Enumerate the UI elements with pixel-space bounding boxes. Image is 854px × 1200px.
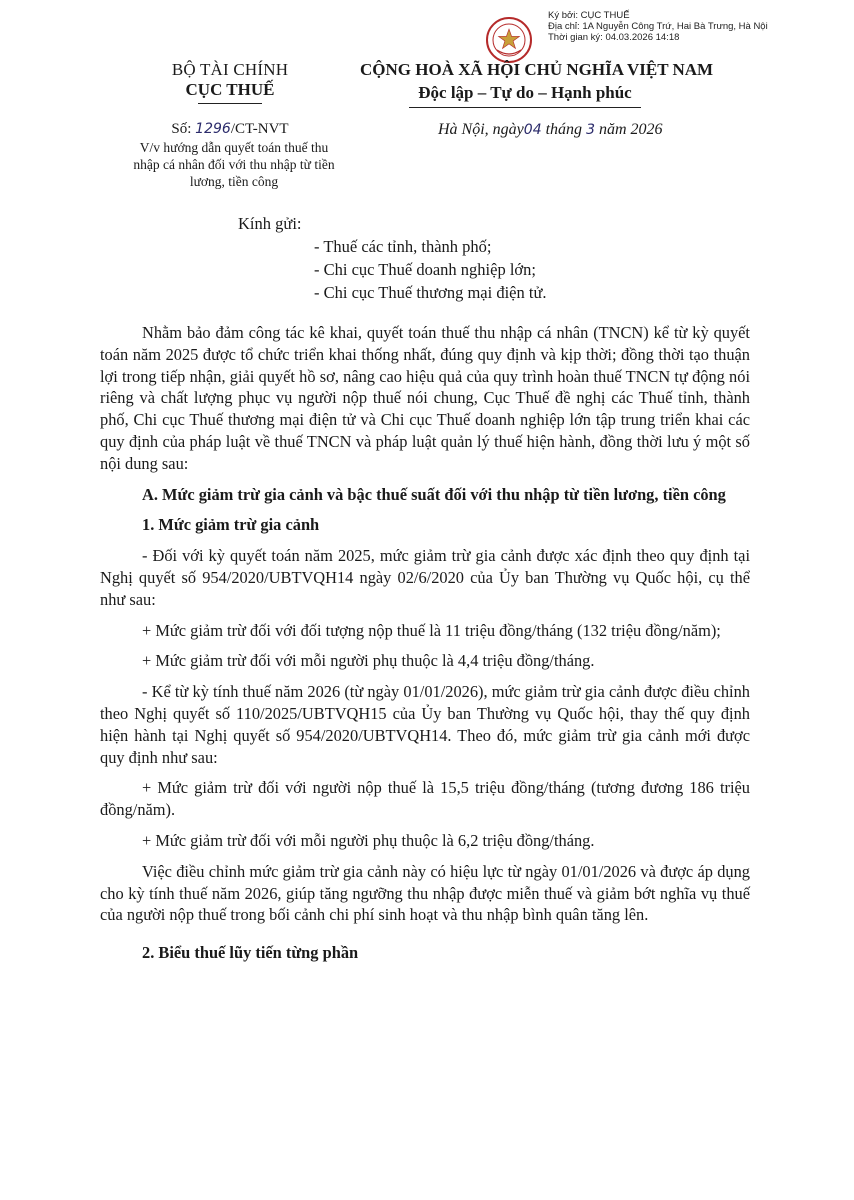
national-header [360,60,714,108]
number-prefix: Số: [171,121,192,137]
place-and-date [438,120,738,140]
department-underline [198,103,262,104]
state-emblem-seal-icon [485,16,533,64]
national-motto: Độc lập – Tự do – Hạnh phúc [418,83,632,102]
motto-underline [409,107,641,108]
recipient-item: - Thuế các tỉnh, thành phố; [314,237,492,256]
department-name: CỤC THUẾ [185,80,275,99]
paragraph: + Mức giảm trừ đối với đối tượng nộp thuế là 11 triệu đồng/tháng (132 triệu đồng/năm); [142,620,721,640]
recipients-block [238,212,547,304]
number-handwritten: 1296 [195,121,231,137]
issuer-header [150,60,310,104]
signer-line: Ký bởi: CỤC THUẾ [548,10,630,21]
paragraph: + Mức giảm trừ đối với mỗi người phụ thuộc là 4,4 triệu đồng/tháng. [142,651,595,671]
greeting: Kính gửi: [238,214,302,233]
digital-signature-info [548,10,848,43]
heading-1: 1. Mức giảm trừ gia cảnh [142,515,320,535]
heading-2: 2. Biểu thuế lũy tiến từng phần [142,943,359,963]
document-body [100,322,750,964]
paragraph: + Mức giảm trừ đối với người nộp thuế là 15,5 triệu đồng/tháng (tương đương 186 triệu đồng/năm). [100,778,750,820]
address-line: Địa chỉ: 1A Nguyễn Công Trứ, Hai Bà Trưng, Hà Nội [548,21,768,32]
section-a-heading: A. Mức giảm trừ gia cảnh và bậc thuế suất đối với thu nhập từ tiền lương, tiền công [142,484,726,504]
document-subject: V/v hướng dẫn quyết toán thuế thu nhập cá nhân đối với thu nhập từ tiền lương, tiền công [133,140,335,189]
place-text: Hà Nội, ngày [438,121,524,138]
day-handwritten: 04 [523,122,542,138]
intro-paragraph: Nhằm bảo đảm công tác kê khai, quyết toán thuế thu nhập cá nhân (TNCN) kể từ kỳ quyết toán năm 2025 được tổ chức triển khai thống nhất, đúng quy định và kịp thời; đồng thời tạo thuận lợi trong tiếp nhận, giải quyết hồ sơ, nâng cao hiệu quả của quy trình hoàn thuế TNCN tự động nói riêng và chất lượng phục vụ người nộp thuế nói chung, Cục Thuế đề nghị các Thuế tỉnh, thành phố, Chi cục Thuế thương mại điện tử và Chi cục Thuế doanh nghiệp lớn tập trung triển khai các quy định của pháp luật về thuế TNCN và pháp luật quản lý thuế hiện hành, đồng thời lưu ý một số nội dung sau: [100,323,750,473]
year-text: năm 2026 [598,121,663,138]
republic-name: CỘNG HOÀ XÃ HỘI CHỦ NGHĨA VIỆT NAM [360,60,714,79]
ministry-name: BỘ TÀI CHÍNH [171,60,289,79]
recipient-item: - Chi cục Thuế thương mại điện tử. [314,283,547,302]
recipient-item: - Chi cục Thuế doanh nghiệp lớn; [314,260,536,279]
month-text: tháng [545,121,583,138]
paragraph: + Mức giảm trừ đối với mỗi người phụ thuộc là 6,2 triệu đồng/tháng. [142,830,595,850]
month-handwritten: 3 [586,122,595,138]
paragraph: - Kể từ kỳ tính thuế năm 2026 (từ ngày 01/01/2026), mức giảm trừ gia cảnh được điều chỉnh theo Nghị quyết số 110/2025/UBTVQH15 của Ủy ban Thường vụ Quốc hội, thay thế quy định hiện hành tại Nghị quyết số 954/2020/UBTVQH14. Theo đó, mức giảm trừ gia cảnh mới được quy định như sau: [100,682,750,767]
paragraph: Việc điều chỉnh mức giảm trừ gia cảnh này có hiệu lực từ ngày 01/01/2026 và được áp dụng cho kỳ tính thuế năm 2026, giúp tăng ngưỡng thu nhập được miễn thuế và giảm bớt nghĩa vụ thuế của người nộp thuế trong bối cảnh chi phí sinh hoạt và thu nhập bình quân tăng lên. [100,861,750,925]
number-suffix: /CT-NVT [230,121,289,137]
paragraph: - Đối với kỳ quyết toán năm 2025, mức giảm trừ gia cảnh được xác định theo quy định tại Nghị quyết số 954/2020/UBTVQH14 ngày 02/6/2020 của Ủy ban Thường vụ Quốc hội, cụ thể như sau: [100,546,750,609]
document-number [125,120,335,138]
sign-time-line: Thời gian ký: 04.03.2026 14:18 [548,32,680,43]
